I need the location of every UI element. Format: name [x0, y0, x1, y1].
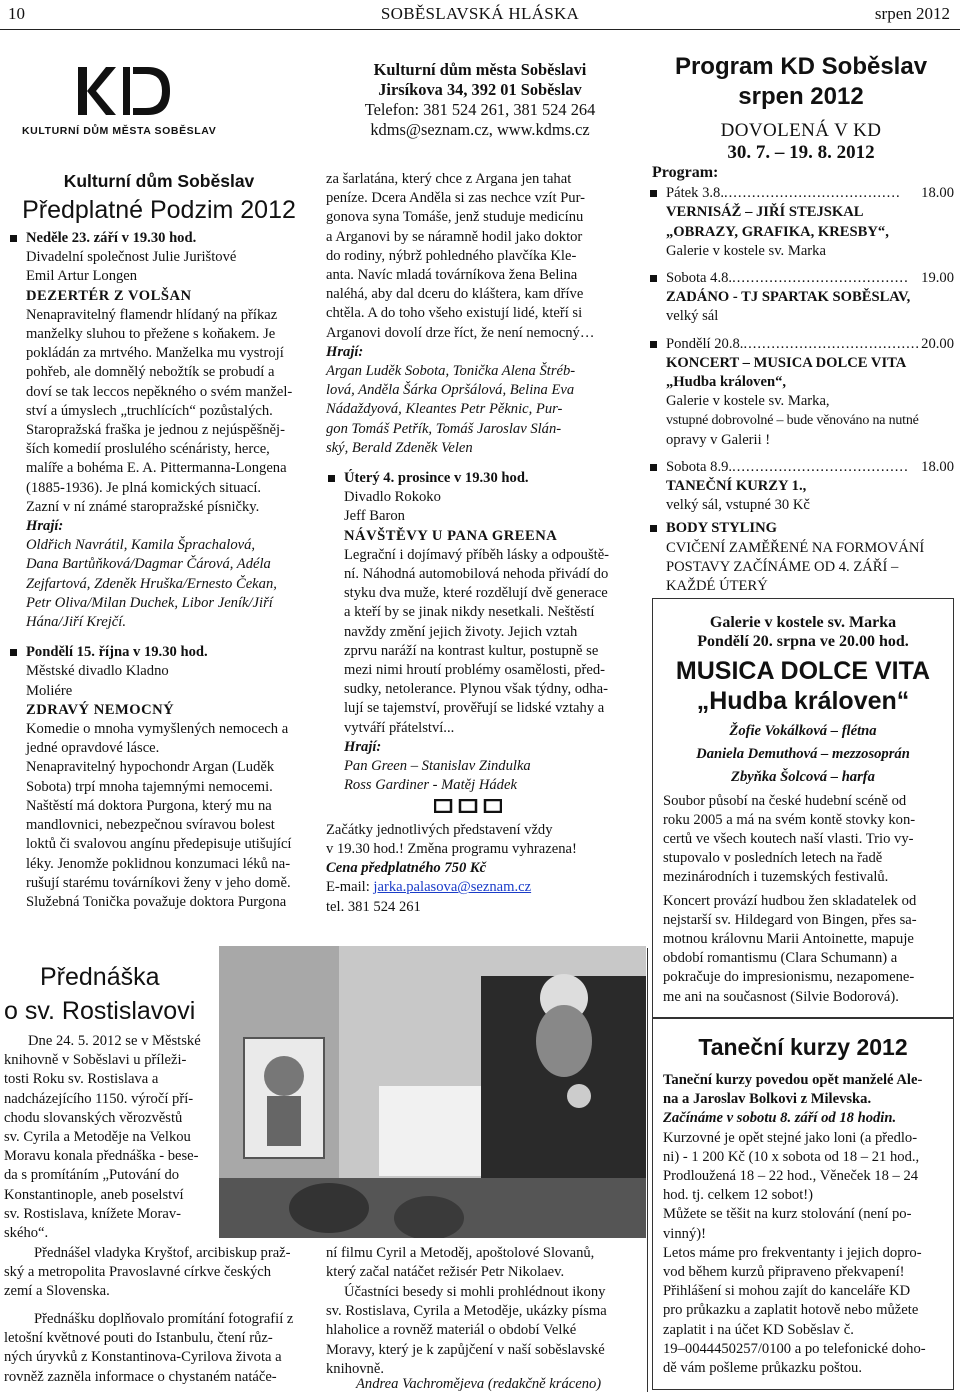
text-line: chodu slovanských věrozvěstů: [4, 1109, 183, 1126]
event-2-text-continued: [326, 170, 632, 343]
performer-1: Žofie Vokálková – flétna: [729, 723, 877, 739]
lecture-signature: Andrea Vachroměјeva (redakčně kráceno): [356, 1376, 602, 1392]
text-line: naléhá, aby dal dceru do kláštera, kam dříve: [326, 286, 584, 303]
text-line: ského“.: [4, 1225, 49, 1242]
cast-line: Pan Green – Stanislav Zindulka: [344, 758, 531, 775]
page-header: [0, 0, 960, 30]
program-month: srpen 2012: [738, 83, 864, 110]
lecture-text-2: [4, 1244, 306, 1302]
program-day: Sobota 4.8.: [666, 270, 733, 287]
text-line: Letos máme pro frekventanty i jejich dopro-: [663, 1244, 922, 1261]
concert-text-1: [663, 792, 943, 888]
email-label: E-mail:: [326, 879, 374, 896]
cast-line: Zejfartová, Zdeněk Hruška/Ernesto Čekan,: [26, 575, 277, 592]
text-line: sudky, netolerance. Plynou však týdny, odha-: [344, 681, 608, 698]
middle-column: [326, 170, 632, 917]
text-line: léky. Jenomže poklidnou konzumaci léků na-: [26, 855, 291, 872]
text-line: pohřeb, ale domnělý nebožtík se probudí a: [26, 364, 275, 381]
text-line: gonova syna Tomáše, jenž studuje medicínu: [326, 209, 584, 226]
text-line: Dne 24. 5. 2012 se v Městské: [28, 1033, 201, 1049]
concert-text-2: [663, 892, 943, 1007]
cast-line: Petr Oliva/Milan Duchek, Libor Jeník/Jiří: [26, 594, 273, 611]
text-line: vinný)!: [663, 1225, 706, 1242]
contact-org: Kulturní dům města Soběslavi: [373, 60, 587, 79]
page-number: 10: [8, 4, 25, 23]
lecture-title: Přednáška: [40, 963, 160, 991]
text-line: Legrační i dojímavý příběh lásky a odpouště-: [344, 546, 610, 563]
cast-line: Argan Luděk Sobota, Tonička Alena Štréb-: [326, 363, 576, 380]
event-3-play: NÁVŠTĚVY U PANA GREENA: [344, 527, 558, 544]
text-line: Přihlášení si mohou zajít do kanceláře KD: [663, 1283, 911, 1300]
cast-line: gon Tomáš Petřík, Tomáš Jaroslav Slán-: [326, 420, 562, 437]
text-line: zemí a Slovenska.: [4, 1283, 110, 1300]
text-line: nejstarší sv. Hildegard von Bingen, přes sa-: [663, 911, 917, 928]
text-line: Moravy, který je k zapůjčení v naší soběslavské: [326, 1341, 605, 1358]
text-line: Účastníci besedy si mohli prohlédnout ikony: [344, 1284, 606, 1300]
text-line: rušují starému továrníkovi ženy v jeho domě.: [26, 874, 291, 891]
text-line: zprvu naráží na kontrast kultur, postupně se: [344, 642, 599, 659]
vacation-title: DOVOLENÁ V KD: [720, 120, 882, 141]
kd-logo: [20, 55, 310, 150]
text-line: sv. Cyrila a Metoděje na Velkou: [4, 1129, 191, 1146]
text-line: malíře a bohéma E. A. Pittermanna-Longena: [26, 460, 287, 477]
concert-box: [652, 598, 954, 1018]
text-line: chtěla. A do toho všeho existují lidé, kteří si: [326, 305, 583, 322]
text-line: který začal natáčet režisér Petr Nikolaev.: [326, 1264, 565, 1281]
program-title: Program KD Soběslav: [674, 53, 928, 80]
cast-line: Hána/Jiří Krejčí.: [26, 614, 126, 631]
program-event: KONCERT – MUSICA DOLCE VITA: [666, 354, 907, 371]
text-line: do rodiny, nýbrž pohledného plavčíka Kle-: [326, 247, 577, 264]
program-day: Sobota 8.9.: [666, 458, 733, 475]
text-line: a kteří by se jinak nikdy nesetkali. Neštěstí: [344, 604, 595, 621]
program-detail: velký sál: [666, 308, 719, 325]
contact-address: Jirsíkova 34, 392 01 Soběslav: [378, 80, 582, 99]
text-line: ský a metropolita Pravoslavné církve českých: [4, 1264, 272, 1281]
text-line: da s promítáním „Putování do: [4, 1167, 180, 1184]
text-line: sv. Rostislava, Cyrila a Metoděje, ukázky písma: [326, 1303, 607, 1320]
program-label: Program:: [652, 164, 719, 181]
program-time: 19.00: [921, 270, 954, 287]
text-line: pro průkazku a zaplatit hotově nebo můžete: [663, 1302, 919, 1319]
cast-line: lová, Anděla Šárka Opršálová, Belina Eva: [326, 382, 575, 399]
subscription-price: Cena předplatného 750 Kč: [326, 860, 487, 877]
contact-phone: Telefon: 381 524 261, 381 524 264: [364, 100, 596, 119]
cast-label: Hrají:: [26, 518, 64, 535]
text-line: hlaholice a rovněž materiál o období Velké: [326, 1322, 577, 1339]
phone-line: tel. 381 524 261: [326, 898, 421, 915]
event-2-play: ZDRAVÝ NEMOCNÝ: [26, 701, 175, 718]
cast-label: Hrají:: [344, 738, 382, 755]
text-line: pokládán za mrtvého. Manželka mu vystrojí: [26, 345, 284, 362]
program-time: 18.00: [921, 185, 954, 202]
concert-date: Pondělí 20. srpna ve 20.00 hod.: [697, 633, 909, 650]
contact-block: [290, 60, 670, 140]
text-line: vytváří přátelství...: [344, 719, 455, 736]
text-line: ných úryvků z Konstantinova-Cyrilova života a: [4, 1349, 282, 1366]
text-line: Můžete se těšit na kurz stolování (není po-: [663, 1206, 912, 1223]
text-line: období romantismu (Clara Schumann) a: [663, 950, 898, 967]
program-item-3: [648, 335, 954, 354]
event-3-cast: [344, 757, 632, 795]
program-event: „Hudba královen“,: [666, 374, 787, 391]
text-line: Kurzovné je opět stejné jako loni (a předlo-: [663, 1129, 918, 1146]
text-line: Konstantinople, aneb poselství: [4, 1186, 184, 1203]
dance-teachers: [663, 1071, 943, 1109]
dance-text-3: [663, 1244, 943, 1282]
text-line: dě vám pošleme průkazku poštou.: [663, 1360, 862, 1377]
lecture-text-5: [326, 1283, 632, 1379]
program-item-2: [648, 269, 954, 288]
text-line: Naštěstí má doktora Purgona, který mu na: [26, 797, 272, 814]
text-line: letošní květnové pouti do Istanbulu, čtení růz-: [4, 1330, 273, 1347]
lecture-photo-image: [219, 946, 646, 1238]
concert-subtitle: „Hudba královen“: [696, 687, 910, 715]
text-line: Přednášel vladyka Kryštof, arcibiskup praž-: [34, 1245, 291, 1261]
program-day: Pondělí 20.8.: [666, 335, 744, 352]
text-line: ších komedií proslulého scénáristy, herce,: [26, 441, 270, 458]
logo-subtitle: KULTURNÍ DŮM MĚSTA SOBĚSLAV: [22, 125, 217, 137]
text-line: doví se tak leccos nepěkného o svém manžel-: [26, 383, 293, 400]
event-1-play: DEZERTÉR Z VOLŠAN: [26, 287, 192, 304]
text-line: pokračuje do impresionismu, nezapomene-: [663, 969, 915, 986]
program-item-4: [648, 458, 954, 477]
text-line: Zazní v ní známé staropražské písničky.: [26, 498, 260, 515]
lecture-photo: [219, 946, 646, 1238]
body-styling-text: POSTAVY ZAČÍNÁME OD 4. ZÁŘÍ –: [666, 558, 899, 575]
text-line: hod. tj. celkem 12 sobot!): [663, 1187, 813, 1204]
program-time: 18.00: [921, 458, 954, 475]
text-line: a Arganovi by se náramně hodil jako doktor: [326, 228, 583, 245]
lecture-text-1: [4, 1032, 210, 1243]
text-line: zaplatit i na účet KD Soběslav č.: [663, 1321, 854, 1338]
dot-leader: ......................................: [732, 458, 909, 475]
text-line: loktů či svalovou angínu předepisuje utišující: [26, 836, 292, 853]
concert-place: Galerie v kostele sv. Marka: [709, 614, 897, 631]
text-line: Moravu konala přednáška - bese-: [4, 1148, 199, 1165]
text-line: Nenapravitelný flamendr hlídaný na příkaz: [26, 306, 278, 323]
program-event: „OBRAZY, GRAFIKA, KRESBY“,: [666, 223, 889, 240]
text-line: tosti Roku sv. Rostislava a: [4, 1071, 159, 1088]
dance-text-4: [663, 1282, 943, 1378]
text-line: (1885-1936). Je plná komických situací.: [26, 479, 262, 496]
text-line: knihovně.: [326, 1360, 384, 1377]
performer-2: Daniela Demuthová – mezzosoprán: [696, 746, 910, 763]
text-line: motnou královnu Marii Antoinette, mapuje: [663, 931, 914, 948]
text-line: Arganovi dovolí drze říct, že není nemocný…: [326, 324, 595, 341]
text-line: Koncert provází hudbou žen skladatelek od: [663, 892, 917, 909]
dance-start: Začínáme v sobotu 8. září od 18 hodin.: [663, 1110, 897, 1127]
event-1-date: Neděle 23. září v 19.30 hod.: [8, 229, 310, 248]
text-line: nadcházejícího 1150. výročí pří-: [4, 1090, 194, 1107]
cast-line: Dana Bartůňková/Dagmar Čárová, Adéla: [26, 556, 271, 573]
body-styling-text: CVIČENÍ ZAMĚŘENÉ NA FORMOVÁNÍ: [666, 539, 925, 556]
text-line: anta. Navíc mladá továrníkova žena Belina: [326, 267, 578, 284]
email-line: [326, 878, 632, 897]
event-1-author: Emil Artur Longen: [26, 268, 138, 285]
text-line: lují se tajemství, prověřují se lidské vztahy a: [344, 700, 605, 717]
subscription-title: Předplatné Podzim 2012: [22, 196, 296, 224]
text-line: certů ve všech koutech naší vlasti. Trio vy-: [663, 831, 914, 848]
concert-title: MUSICA DOLCE VITA: [675, 657, 931, 685]
text-line: mandlovnici, nebezpečnou svíravou bolest: [26, 817, 275, 834]
program-item-1: [648, 184, 954, 203]
event-2-text: [26, 720, 310, 912]
program-event: VERNISÁŽ – JIŘÍ STEJSKAL: [666, 204, 864, 221]
program-detail: velký sál, vstupné 30 Kč: [666, 497, 810, 514]
start-note: Začátky jednotlivých představení vždy: [326, 821, 553, 838]
program-day: Pátek 3.8.: [666, 185, 724, 202]
text-line: navždy změní jejich životy. Jejich vztah: [344, 623, 578, 640]
body-styling-title: BODY STYLING: [648, 519, 954, 538]
text-line: Staropražská fraška je jednou z nejúspěšněj-: [26, 422, 285, 439]
newspaper-title: SOBĚSLAVSKÁ HLÁSKA: [380, 4, 580, 23]
program-event: ZADÁNO - TJ SPARTAK SOBĚSLAV,: [666, 289, 911, 306]
text-line: Přednášku doplňovalo promítání fotografií z: [34, 1311, 294, 1327]
cast-line: Ross Gardiner - Matěj Hádek: [344, 777, 517, 794]
dance-title: Taneční kurzy 2012: [698, 1034, 908, 1060]
lecture-text-4: [326, 1244, 632, 1282]
text-line: ství a úmyslech „truchlících“ pozůstalých.: [26, 402, 273, 419]
text-line: ní filmu Cyril a Metoděj, apoštolové Slovanů,: [326, 1245, 595, 1261]
event-1-text: [26, 306, 310, 517]
text-line: Soubor působí na české hudební scéně od: [663, 792, 907, 809]
program-detail: vstupné dobrovolné – bude věnováno na nutné: [666, 413, 919, 429]
text-line: Komedie o mnoha vymyšlených nemocech a: [26, 721, 289, 738]
text-line: peníze. Dcera Anděla si zas nechce vzít Pur-: [326, 190, 586, 207]
event-2-author: Moliére: [26, 682, 73, 699]
event-2-cast: [326, 362, 632, 458]
dot-leader: ......................................: [743, 335, 921, 352]
lecture-text-3: [4, 1310, 306, 1387]
event-2-company: Městské divadlo Kladno: [26, 663, 169, 680]
contact-web: kdms@seznam.cz, www.kdms.cz: [370, 120, 590, 139]
org-name: Kulturní dům Soběslav: [63, 171, 255, 191]
text-line: mezinárodních i tuzemských festivalů.: [663, 869, 889, 886]
text-line: vod během kurzů připraveno překvapení!: [663, 1264, 905, 1281]
event-3-author: Jeff Baron: [344, 508, 405, 525]
dance-box: [652, 1018, 954, 1390]
body-styling-text: KAŽDÉ ÚTERÝ: [666, 578, 768, 595]
text-line: stupovalo v posledních letech na řadě: [663, 850, 883, 867]
text-line: rovněž zazněla informace o chystaném natáče-: [4, 1368, 277, 1385]
program-detail: opravy v Galerii !: [666, 431, 771, 448]
event-3-date: Úterý 4. prosince v 19.30 hod.: [326, 469, 632, 488]
email-link[interactable]: jarka.palasova@seznam.cz: [373, 879, 532, 896]
separator-icons: [344, 799, 632, 819]
text-line: ní. Náhodná automobilová nehoda přivádí do: [344, 566, 609, 583]
program-time: 20.00: [921, 335, 954, 352]
dot-leader: ......................................: [732, 270, 909, 287]
text-line: me ani na současnost (Silvie Bodorová).: [663, 988, 899, 1005]
text-line: 19–0044450257/0100 a po telefonické doho-: [663, 1340, 926, 1357]
event-3-text: [344, 546, 632, 738]
cast-label: Hrají:: [326, 343, 364, 360]
three-squares-icon: [434, 799, 502, 813]
text-line: za šarlatána, který chce z Argana jen tahat: [326, 171, 572, 187]
text-line: Služebná Tonička považuje doktora Purgona: [26, 893, 287, 910]
dance-text-2: [663, 1205, 943, 1243]
program-detail: Galerie v kostele sv. Marka,: [666, 393, 830, 410]
cast-line: Oldřich Navrátil, Kamila Šprachalová,: [26, 537, 256, 554]
text-line: sv. Rostislava, knížete Morav-: [4, 1205, 181, 1222]
program-event: TANEČNÍ KURZY 1.,: [666, 478, 807, 495]
event-3-company: Divadlo Rokoko: [344, 489, 441, 506]
event-2-date: Pondělí 15. října v 19.30 hod.: [8, 643, 310, 662]
text-line: Prodloužená 18 – 22 hod., Věneček 18 – 24: [663, 1168, 919, 1185]
dance-text-1: [663, 1129, 943, 1206]
lecture-subtitle: o sv. Rostislavovi: [4, 997, 196, 1025]
dot-leader: ......................................: [723, 185, 901, 202]
event-1-cast: [26, 536, 310, 632]
text-line: mezi nimi hroutí problémy osamělosti, před-: [344, 662, 606, 679]
vacation-dates: 30. 7. – 19. 8. 2012: [727, 142, 875, 163]
text-line: knihovně v Soběslavi u příleži-: [4, 1052, 187, 1069]
program-detail: Galerie v kostele sv. Marka: [666, 242, 826, 259]
text-line: ni) - 1 200 Kč (10 x sobota od 18 – 21 hod.,: [663, 1148, 920, 1165]
text-line: Sobota) trpí mnoha tajemnými nemocemi.: [26, 778, 273, 795]
text-line: Nenapravitelný hypochondr Argan (Luděk: [26, 759, 275, 776]
text-line: Taneční kurzy povedou opět manželé Ale-: [663, 1072, 923, 1088]
performer-3: Zbyňka Šolcová – harfa: [731, 769, 875, 786]
text-line: roku 2005 a má na svém kontě stovky kon-: [663, 811, 916, 828]
cast-line: Nádaždyová, Kleantes Petr Pěknic, Pur-: [326, 401, 563, 418]
cast-line: ský, Berald Zdeněk Velen: [326, 439, 473, 456]
text-line: jedné opravdové lásce.: [26, 740, 160, 757]
text-line: na a Jaroslav Bolkovi z Milevska.: [663, 1091, 872, 1108]
issue-date: srpen 2012: [874, 4, 950, 23]
start-note-2: v 19.30 hod.! Změna programu vyhrazena!: [326, 840, 577, 857]
text-line: manželky sluhou to přežene s koňakem. Je: [26, 326, 276, 343]
program-column: [648, 52, 954, 596]
left-column: [8, 170, 310, 912]
event-1-company: Divadelní společnost Julie Jurištové: [26, 249, 237, 266]
text-line: styku dva muže, které rozdělují dvě generace: [344, 585, 608, 602]
